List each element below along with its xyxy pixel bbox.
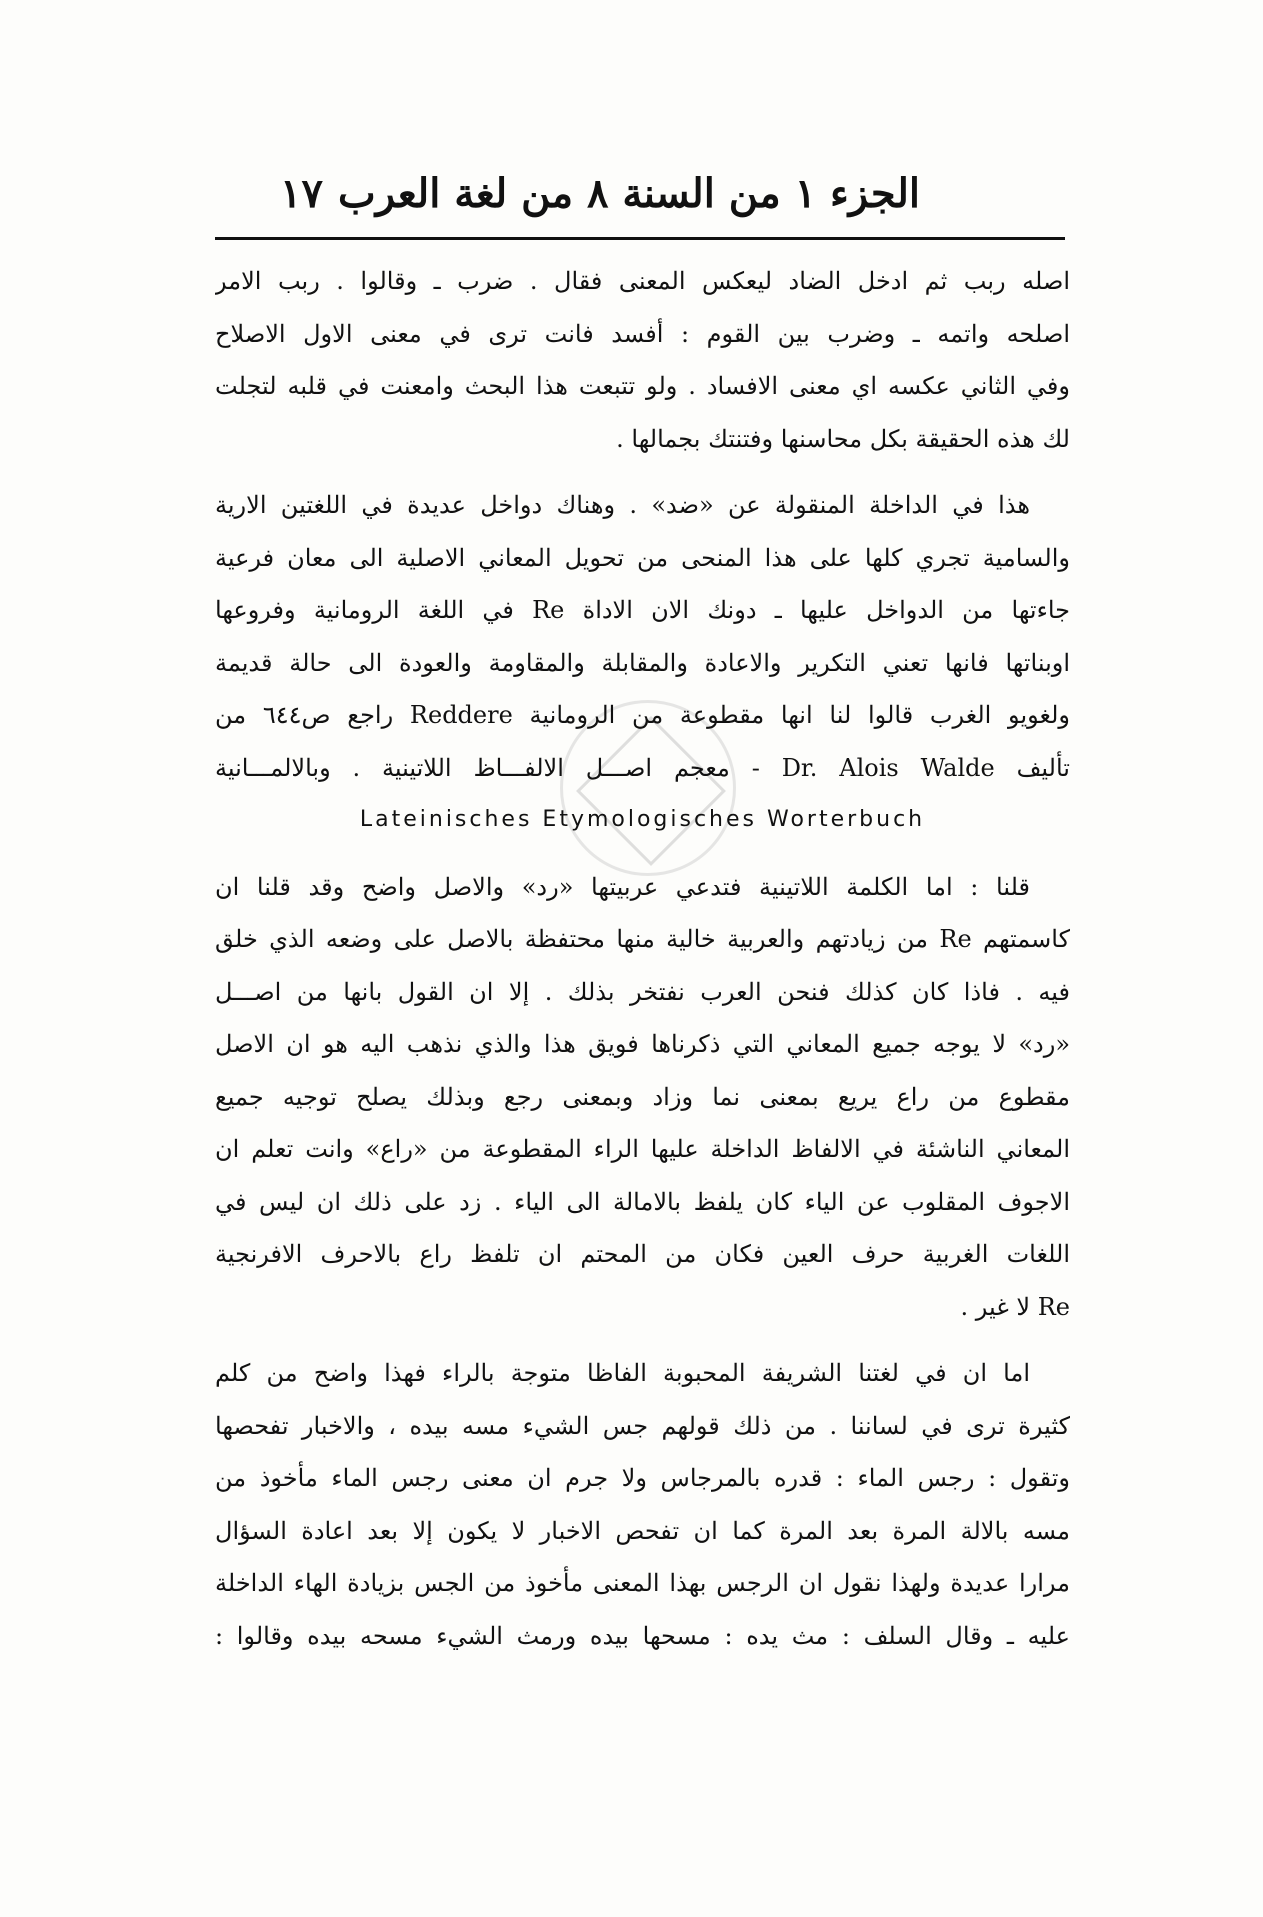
latin-book-title: Lateinisches Etymologisches Worterbuch bbox=[359, 807, 926, 832]
page-number: ١٧ bbox=[280, 170, 323, 217]
text-line: اوبناتها فانها تعني التكرير والاعادة والمقابلة والمقاومة والعودة الى حالة قديمة bbox=[215, 648, 1070, 677]
paragraph-1 bbox=[215, 255, 1070, 465]
text-line: كاسمتهم Re من زيادتهم والعربية خالية منها محتفظة بالاصل على وضعه الذي خلق bbox=[215, 925, 1070, 953]
running-title: الجزء ١ من السنة ٨ من لغة العرب bbox=[338, 170, 920, 217]
text-line: جاءتها من الدواخل عليها ـ دونك الان الاداة Re في اللغة الرومانية وفروعها bbox=[215, 596, 1070, 624]
paragraph-4 bbox=[215, 1347, 1070, 1662]
page-header bbox=[220, 160, 1050, 230]
body-text bbox=[215, 255, 1070, 1662]
text-line: هذا في الداخلة المنقولة عن «ضد» . وهناك دواخل عديدة في اللغتين الارية bbox=[215, 491, 1030, 519]
text-line: Re لا غير . bbox=[960, 1292, 1070, 1321]
text-line: ولغويو الغرب قالوا لنا انها مقطوعة من الرومانية Reddere راجع ص٦٤٤ من bbox=[215, 701, 1070, 729]
header-rule bbox=[215, 237, 1065, 240]
paragraph-2 bbox=[215, 479, 1070, 847]
text-line: المعاني الناشئة في الالفاظ الداخلة عليها الراء المقطوعة من «راع» وانت تعلم ان bbox=[215, 1135, 1070, 1163]
text-line: اصله ربب ثم ادخل الضاد ليعكس المعنى فقال . ضرب ـ وقالوا . ربب الامر bbox=[215, 267, 1070, 295]
text-line: عليه ـ وقال السلف : مث يده : مسحها بيده ورمث الشيء مسحه بيده وقالوا : bbox=[215, 1621, 1070, 1650]
text-line: فيه . فاذا كان كذلك فنحن العرب نفتخر بذلك . إلا ان القول بانها من اصـــل bbox=[215, 977, 1070, 1006]
text-line: مقطوع من راع يريع بمعنى نما وزاد وبمعنى رجع وبذلك يصلح توجيه جميع bbox=[215, 1082, 1070, 1111]
text-line: الاجوف المقلوب عن الياء كان يلفظ بالامالة الى الياء . زد على ذلك ان ليس في bbox=[215, 1187, 1070, 1216]
paragraph-gap bbox=[215, 847, 1070, 861]
text-line: قلنا : اما الكلمة اللاتينية فتدعي عربيتها «رد» والاصل واضح وقد قلنا ان bbox=[215, 872, 1030, 901]
paragraph-gap bbox=[215, 1333, 1070, 1347]
text-line: اما ان في لغتنا الشريفة المحبوبة الفاظا متوجة بالراء فهذا واضح من كلم bbox=[215, 1359, 1030, 1387]
text-line: تأليف Dr. Alois Walde - معجم اصـــل الالفـــاظ اللاتينية . وبالالمـــانية bbox=[215, 753, 1070, 782]
text-line: كثيرة ترى في لساننا . من ذلك قولهم جس الشيء مسه بيده ، والاخبار تفحصها bbox=[215, 1411, 1070, 1440]
text-line: اللغات الغربية حرف العين فكان من المحتم ان تلفظ راع بالاحرف الافرنجية bbox=[215, 1240, 1070, 1268]
text-line: لك هذه الحقيقة بكل محاسنها وفتنتك بجمالها . bbox=[616, 424, 1070, 453]
text-line: والسامية تجري كلها على هذا المنحى من تحويل المعاني الاصلية الى معان فرعية bbox=[215, 543, 1070, 572]
text-line: وفي الثاني عكسه اي معنى الافساد . ولو تتبعت هذا البحث وامعنت في قلبه لتجلت bbox=[215, 372, 1070, 400]
text-line: وتقول : رجس الماء : قدره بالمرجاس ولا جرم ان معنى رجس الماء مأخوذ من bbox=[215, 1464, 1070, 1492]
paragraph-gap bbox=[215, 465, 1070, 479]
text-line: مرارا عديدة ولهذا نقول ان الرجس بهذا المعنى مأخوذ من الجس بزيادة الهاء الداخلة bbox=[215, 1569, 1070, 1597]
text-line: اصلحه واتمه ـ وضرب بين القوم : أفسد فانت ترى في معنى الاول الاصلاح bbox=[215, 319, 1070, 348]
text-line: «رد» لا يوجه جميع المعاني التي ذكرناها فويق هذا والذي نذهب اليه هو ان الاصل bbox=[215, 1030, 1070, 1058]
paragraph-3 bbox=[215, 861, 1070, 1334]
text-line: مسه بالالة المرة بعد المرة كما ان تفحص الاخبار لا يكون إلا بعد اعادة السؤال bbox=[215, 1516, 1070, 1545]
